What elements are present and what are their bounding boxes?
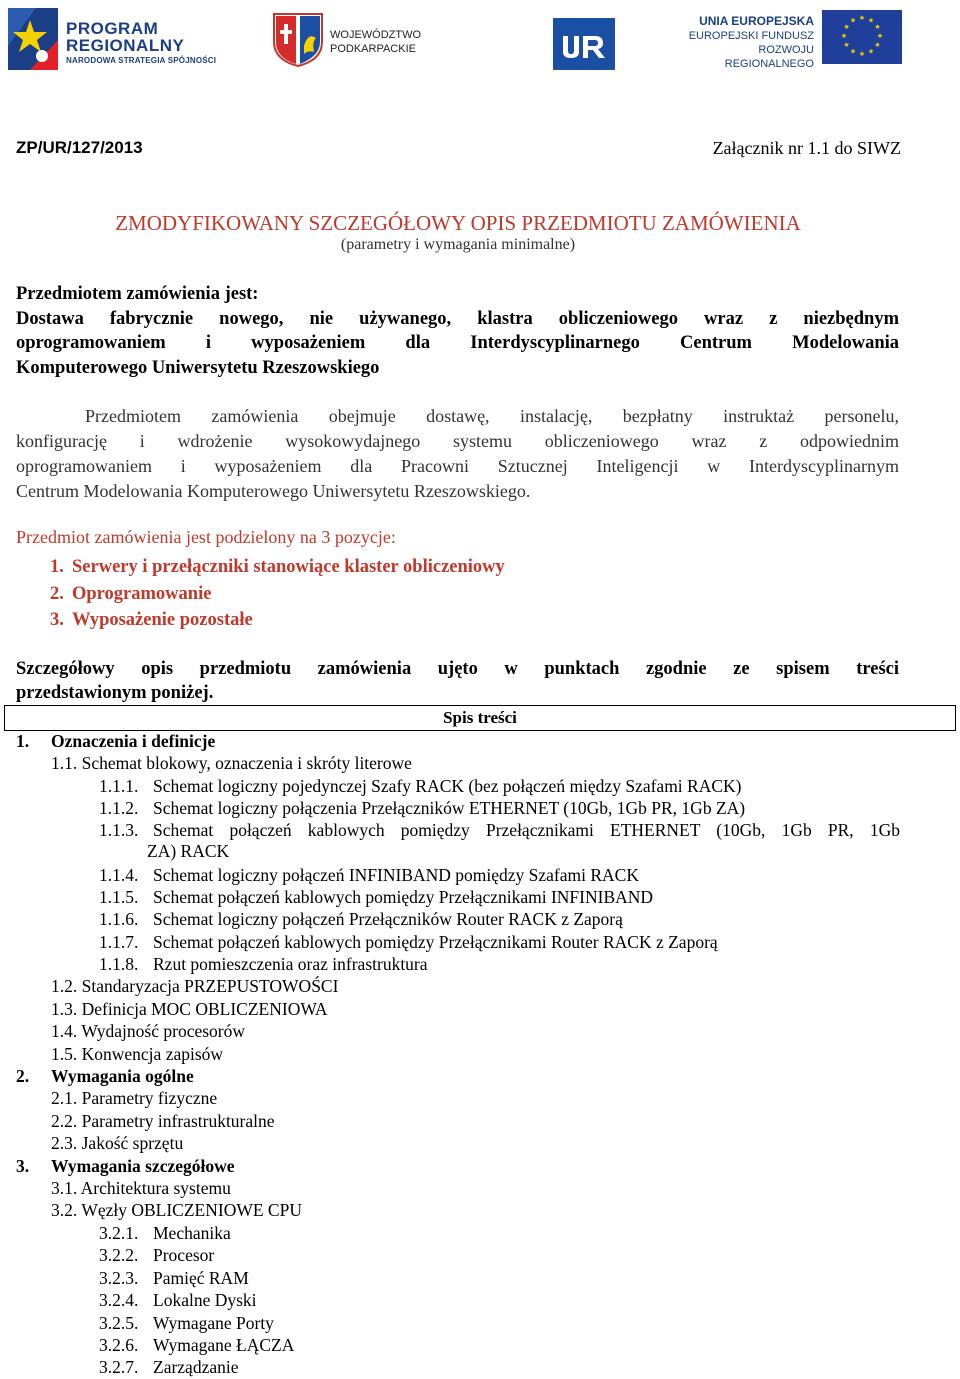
- toc-entry-number: 3.2.7.: [99, 1357, 139, 1377]
- toc-entry-continuation: ZA) RACK: [147, 841, 230, 861]
- toc-entry-number: 2.: [16, 1066, 30, 1086]
- svg-text:★: ★: [858, 50, 866, 58]
- toc-entry[interactable]: [99, 1268, 249, 1289]
- toc-entry[interactable]: [51, 1044, 223, 1065]
- svg-text:★: ★: [874, 23, 881, 31]
- logo-line: EUROPEJSKI FUNDUSZ: [688, 30, 814, 42]
- logo-line: UNIA EUROPEJSKA: [699, 14, 814, 28]
- position-item: [50, 607, 505, 634]
- toc-entry[interactable]: [99, 932, 718, 953]
- subject-line: Komputerowego Uniwersytetu Rzeszowskiego: [16, 357, 380, 378]
- svg-text:★: ★: [858, 14, 866, 22]
- position-number: 1.: [50, 557, 64, 577]
- logo-line: PODKARPACKIE: [330, 43, 416, 55]
- eu-flag-icon: [822, 10, 902, 64]
- toc-entry-text: Parametry infrastrukturalne: [81, 1111, 275, 1131]
- toc-entry-text: Węzły OBLICZENIOWE CPU: [81, 1200, 302, 1220]
- toc-entry-text: Lokalne Dyski: [153, 1290, 257, 1310]
- toc-entry-text: Schemat połączeń kablowych pomiędzy Przełącznikami ETHERNET (10Gb, 1Gb PR, 1Gb: [153, 820, 900, 840]
- positions-intro: Przedmiot zamówienia jest podzielony na 3 pozycje:: [16, 527, 396, 547]
- toc-entry-number: 2.3.: [51, 1133, 78, 1153]
- subject-label: Przedmiotem zamówienia jest:: [16, 284, 259, 304]
- wojewodztwo-text: [330, 28, 421, 56]
- toc-title: Spis treści: [443, 708, 517, 727]
- toc-entry[interactable]: [51, 1178, 231, 1199]
- position-text: Serwery i przełączniki stanowiące klaster obliczeniowy: [72, 557, 505, 577]
- svg-text:★: ★: [867, 16, 875, 25]
- document-reference: ZP/UR/127/2013: [16, 138, 143, 157]
- logo-bar: [0, 0, 960, 80]
- toc-entry[interactable]: [99, 1357, 238, 1378]
- logo-line: REGIONALNY: [66, 36, 185, 55]
- coat-of-arms-icon: [272, 12, 324, 68]
- toc-entry-text: Schemat połączeń kablowych pomiędzy Przełącznikami Router RACK z Zaporą: [153, 932, 718, 952]
- toc-entry[interactable]: [99, 865, 639, 886]
- toc-entry-text: Oznaczenia i definicje: [51, 731, 216, 751]
- toc-entry-number: 3.2.: [51, 1200, 78, 1220]
- eu-logo: [678, 10, 904, 70]
- toc-entry[interactable]: [16, 1066, 194, 1087]
- toc-entry[interactable]: [16, 731, 215, 752]
- svg-text:★: ★: [849, 16, 857, 25]
- wojewodztwo-logo: [272, 12, 432, 68]
- position-item: [50, 581, 505, 608]
- toc-entry-number: 1.: [16, 731, 30, 751]
- scope-line: Centrum Modelowania Komputerowego Uniwersytetu Rzeszowskiego.: [16, 481, 531, 501]
- toc-entry-text: Definicja MOC OBLICZENIOWA: [81, 999, 328, 1019]
- toc-entry-number: 2.2.: [51, 1111, 78, 1131]
- toc-entry-text: Pamięć RAM: [153, 1268, 249, 1288]
- toc-entry-text: Wymagania ogólne: [51, 1066, 194, 1086]
- page-subtitle: (parametry i wymagania minimalne): [340, 236, 576, 253]
- toc-entry[interactable]: [51, 999, 328, 1020]
- toc-entry-line: [99, 820, 900, 841]
- subject-section: [16, 282, 899, 380]
- logo-line: ROZWOJU REGIONALNEGO: [724, 44, 814, 70]
- toc-entry[interactable]: [99, 1245, 214, 1266]
- toc-entry-number: 1.2.: [51, 976, 78, 996]
- toc-entry-text: Architektura systemu: [80, 1178, 231, 1198]
- toc-entry[interactable]: [51, 1133, 183, 1154]
- toc-entry-number: 3.2.4.: [99, 1290, 139, 1310]
- toc-entry-number: 1.1.: [51, 753, 78, 773]
- position-number: 2.: [50, 583, 64, 604]
- scope-paragraph: [16, 404, 899, 504]
- svg-text:★: ★: [876, 32, 884, 40]
- page-title: ZMODYFIKOWANY SZCZEGÓŁOWY OPIS PRZEDMIOTU ZAMÓWIENIA: [115, 211, 801, 235]
- svg-text:★: ★: [843, 23, 850, 31]
- toc-entry-number: 1.1.1.: [99, 776, 139, 796]
- toc-entry[interactable]: [99, 1223, 231, 1244]
- toc-entry-text: Mechanika: [153, 1223, 231, 1243]
- toc-entry-number: 1.1.7.: [99, 932, 139, 952]
- toc-entry[interactable]: [51, 976, 338, 997]
- toc-entry-text: Konwencja zapisów: [81, 1044, 224, 1064]
- toc-entry[interactable]: [51, 753, 412, 774]
- toc-entry-number: 1.5.: [51, 1044, 78, 1064]
- eu-text: [678, 14, 814, 71]
- svg-text:★: ★: [867, 47, 875, 56]
- toc-entry[interactable]: [99, 798, 745, 819]
- logo-line: WOJEWÓDZTWO: [330, 29, 422, 41]
- toc-entry-number: 1.1.4.: [99, 865, 139, 885]
- svg-text:★: ★: [849, 47, 857, 56]
- toc-entry[interactable]: [99, 909, 623, 930]
- toc-entry-text: Procesor: [153, 1245, 215, 1265]
- toc-entry-text: Schemat logiczny pojedynczej Szafy RACK (bez połączeń między Szafami RACK): [153, 776, 742, 796]
- toc-entry-text: Jakość sprzętu: [81, 1133, 184, 1153]
- toc-entry-text: Wymagane Porty: [153, 1313, 274, 1333]
- toc-entry-text: Standaryzacja PRZEPUSTOWOŚCI: [81, 976, 339, 996]
- toc-entry-text: Wymagane ŁĄCZA: [153, 1335, 295, 1355]
- position-text: Wyposażenie pozostałe: [72, 610, 253, 630]
- toc-entry-text: Schemat logiczny połączeń INFINIBAND pomiędzy Szafami RACK: [153, 865, 639, 885]
- program-regionalny-logo: [6, 6, 228, 72]
- annex-label: Załącznik nr 1.1 do SIWZ: [712, 138, 901, 158]
- toc-entry[interactable]: [51, 1021, 245, 1042]
- toc-entry[interactable]: [99, 1335, 294, 1356]
- svg-text:★: ★: [840, 32, 848, 40]
- toc-entry-number: 3.1.: [51, 1178, 78, 1198]
- toc-entry-text: Zarządzanie: [153, 1357, 239, 1377]
- scope-line: Przedmiotem zamówienia obejmuje dostawę, instalację, bezpłatny instruktaż personelu,: [85, 406, 899, 426]
- toc-entry-number: 1.4.: [51, 1021, 78, 1041]
- toc-entry-number: 3.2.3.: [99, 1268, 139, 1288]
- ur-logo: [553, 18, 615, 70]
- toc-entry-text: Schemat blokowy, oznaczenia i skróty literowe: [81, 753, 412, 773]
- toc-entry-number: 3.2.1.: [99, 1223, 139, 1243]
- toc-entry[interactable]: [51, 1088, 217, 1109]
- toc-entry-number: 3.2.6.: [99, 1335, 139, 1355]
- toc-entry[interactable]: [16, 1156, 235, 1177]
- star-flag-icon: [6, 6, 62, 72]
- toc-entry[interactable]: [51, 1200, 302, 1221]
- toc-entry[interactable]: [51, 1111, 275, 1132]
- positions-list: [50, 554, 505, 634]
- scope-line: konfigurację i wdrożenie wysokowydajnego systemu obliczeniowego wraz z odpowiednim: [16, 431, 899, 451]
- logo-line: PROGRAM: [66, 19, 159, 38]
- toc-entry-text: Wydajność procesorów: [81, 1021, 245, 1041]
- toc-entry-number: 1.1.5.: [99, 887, 139, 907]
- toc-entry[interactable]: [99, 1313, 274, 1334]
- scope-line: oprogramowaniem i wyposażeniem dla Pracowni Sztucznej Inteligencji w Interdyscyplinarnym: [16, 456, 899, 476]
- toc-entry-number: 1.1.3.: [99, 820, 139, 840]
- logo-line: NARODOWA STRATEGIA SPÓJNOŚCI: [66, 56, 217, 65]
- description-paragraph: [16, 657, 899, 705]
- toc-entry[interactable]: [99, 954, 428, 975]
- toc-entry-text: Schemat połączeń kablowych pomiędzy Przełącznikami INFINIBAND: [153, 887, 654, 907]
- subject-line: Dostawa fabrycznie nowego, nie używanego, klastra obliczeniowego wraz z niezbędnym: [16, 308, 899, 329]
- program-regionalny-text: [66, 20, 216, 67]
- toc-entry-number: 2.1.: [51, 1088, 78, 1108]
- toc-entry-number: 1.3.: [51, 999, 78, 1019]
- toc-entry[interactable]: [99, 1290, 257, 1311]
- toc-header-box: [4, 705, 956, 731]
- toc-entry[interactable]: [99, 887, 653, 908]
- university-logo-icon: [553, 18, 615, 70]
- toc-entry[interactable]: [99, 820, 900, 862]
- subject-line: oprogramowaniem i wyposażeniem dla Interdyscyplinarnego Centrum Modelowania: [16, 333, 899, 353]
- toc-entry-text: Schemat logiczny połączenia Przełączników ETHERNET (10Gb, 1Gb PR, 1Gb ZA): [153, 798, 746, 818]
- toc-entry-number: 3.: [16, 1156, 30, 1176]
- svg-text:★: ★: [843, 41, 850, 49]
- position-item: [50, 554, 505, 581]
- toc-entry-number: 1.1.2.: [99, 798, 139, 818]
- toc-entry-number: 3.2.5.: [99, 1313, 139, 1333]
- toc-entry-text: Rzut pomieszczenia oraz infrastruktura: [153, 954, 428, 974]
- position-text: Oprogramowanie: [72, 583, 212, 604]
- toc-entry-number: 3.2.2.: [99, 1245, 139, 1265]
- description-line: przedstawionym poniżej.: [16, 683, 214, 703]
- toc-entry-number: 1.1.8.: [99, 954, 139, 974]
- description-line: Szczegółowy opis przedmiotu zamówienia ujęto w punktach zgodnie ze spisem treści: [16, 659, 899, 679]
- toc-entry-text: Parametry fizyczne: [81, 1088, 218, 1108]
- toc-entry-number: 1.1.6.: [99, 909, 139, 929]
- svg-text:★: ★: [874, 41, 881, 49]
- toc-entry[interactable]: [99, 776, 742, 797]
- toc-entry-text: Wymagania szczegółowe: [51, 1156, 235, 1176]
- toc-entry-text: Schemat logiczny połączeń Przełączników Router RACK z Zaporą: [153, 909, 623, 929]
- position-number: 3.: [50, 610, 64, 630]
